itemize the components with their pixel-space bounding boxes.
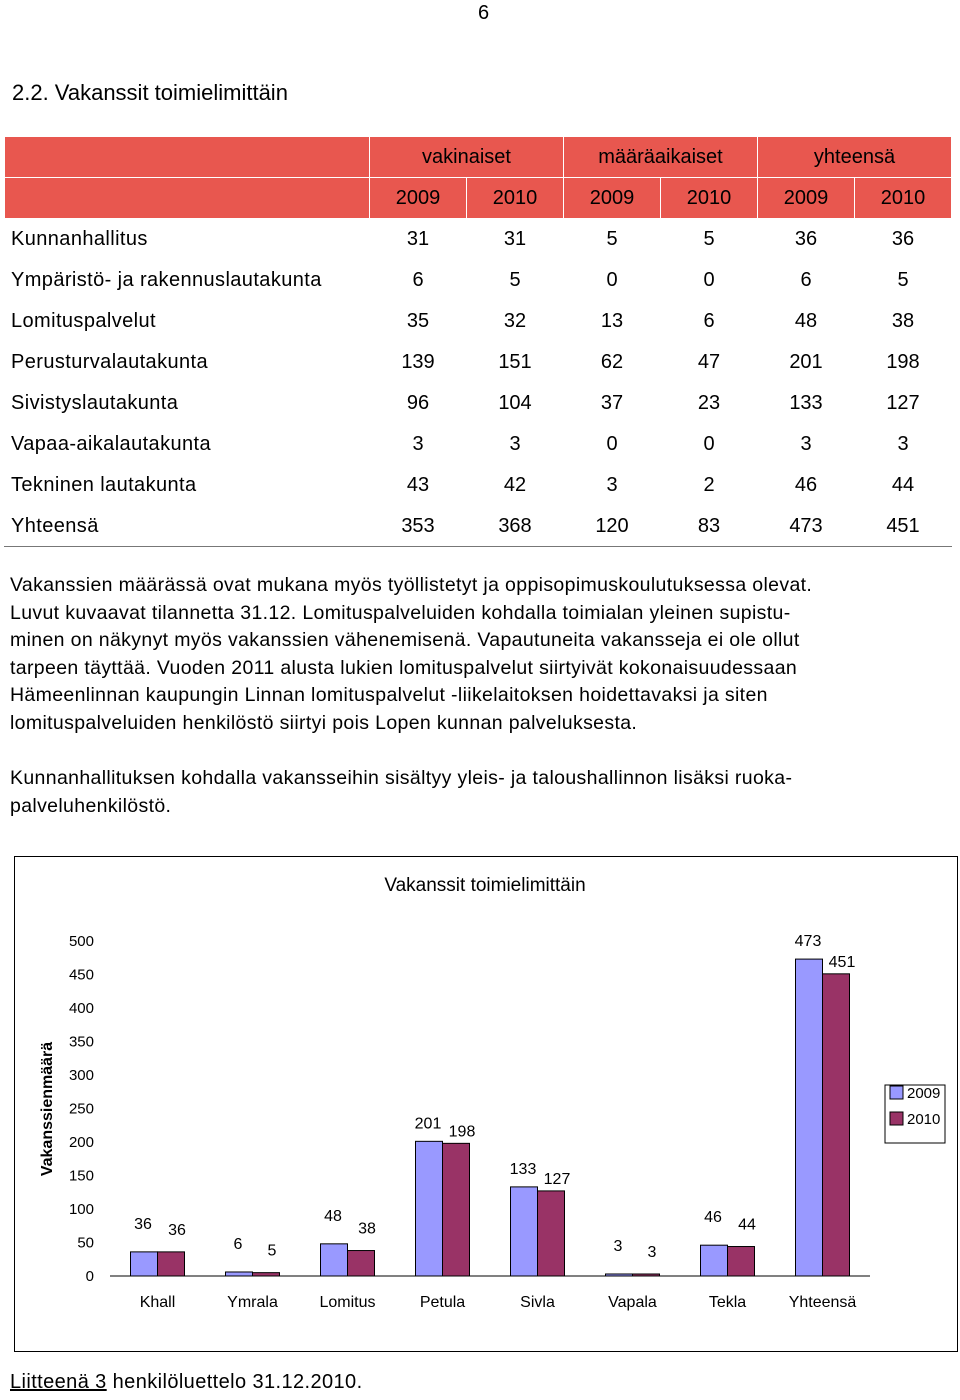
data-label: 198 [448, 1123, 476, 1141]
data-label: 5 [267, 1242, 277, 1260]
y-tick-label: 350 [68, 1033, 94, 1051]
table-cell: 133 [758, 383, 855, 424]
bar-2010 [158, 1252, 185, 1276]
chart-title: Vakanssit toimielimittäin [384, 875, 586, 896]
footer-note [10, 1371, 363, 1394]
table-cell: 35 [370, 301, 467, 342]
paragraph-line: Luvut kuvaavat tilannetta 31.12. Lomituspalveluiden kohdalla toimialan yleinen supistu- [10, 601, 791, 624]
bar-2009 [511, 1187, 538, 1276]
table-cell: 6 [758, 260, 855, 301]
table-cell: 37 [564, 383, 661, 424]
row-label: Perusturvalautakunta [5, 342, 370, 383]
table-cell: 31 [370, 219, 467, 260]
paragraph-kunnanhallitus [10, 765, 955, 820]
data-label: 36 [168, 1221, 186, 1239]
data-label: 473 [794, 933, 822, 951]
paragraph-line: lomituspalveluiden henkilöstö siirtyi pois Lopen kunnan palveluksesta. [10, 711, 638, 734]
y-tick-label: 450 [68, 966, 94, 984]
bar-2009 [321, 1244, 348, 1276]
year-header-cell: 2009 [370, 178, 467, 219]
header-empty-cell [5, 137, 370, 178]
table-cell: 5 [855, 260, 952, 301]
row-label: Tekninen lautakunta [5, 465, 370, 506]
table-row [5, 424, 952, 465]
table-row [5, 342, 952, 383]
table-cell: 96 [370, 383, 467, 424]
row-label: Vapaa-aikalautakunta [5, 424, 370, 465]
table-cell: 3 [467, 424, 564, 465]
bar-2009 [226, 1272, 253, 1276]
table-row [5, 301, 952, 342]
table-row [5, 260, 952, 301]
data-label: 38 [358, 1220, 376, 1238]
x-tick-label: Petula [419, 1294, 466, 1311]
table-cell: 43 [370, 465, 467, 506]
table-cell: 23 [661, 383, 758, 424]
year-header-cell: 2010 [855, 178, 952, 219]
y-axis-label: Vakanssienmäärä [39, 1041, 56, 1177]
table-cell: 0 [661, 424, 758, 465]
paragraph-line: Hämeenlinnan kaupungin Linnan lomituspalvelut -liikelaitoksen hoidettavaksi ja siten [10, 684, 768, 706]
y-tick-label: 300 [68, 1067, 94, 1084]
x-tick-label: Ymrala [227, 1294, 278, 1311]
y-tick-label: 250 [68, 1100, 94, 1118]
y-tick-label: 400 [68, 1000, 94, 1017]
row-label: Lomituspalvelut [5, 301, 370, 342]
header-empty-cell [5, 178, 370, 219]
table-year-header [5, 178, 952, 219]
row-label: Ympäristö- ja rakennuslautakunta [5, 260, 370, 301]
table-cell: 6 [370, 260, 467, 301]
data-label: 6 [233, 1235, 243, 1253]
table-cell: 3 [564, 465, 661, 506]
table-cell: 47 [661, 342, 758, 383]
bar-2010 [728, 1247, 755, 1276]
row-label: Yhteensä [5, 506, 370, 547]
footer-text: henkilöluettelo 31.12.2010. [106, 1371, 363, 1393]
x-tick-label: Vapala [608, 1294, 657, 1311]
x-tick-label: Sivla [520, 1294, 555, 1311]
bar-2010 [253, 1273, 280, 1276]
chart-svg [15, 857, 957, 1351]
paragraph-line: Vakanssien määrässä ovat mukana myös työllistetyt ja oppisopimuskoulutuksessa olevat. [10, 574, 813, 596]
table-cell: 2 [661, 465, 758, 506]
y-tick-label: 500 [68, 933, 94, 950]
table-cell: 83 [661, 506, 758, 547]
bar-2009 [416, 1141, 443, 1276]
table-cell: 0 [564, 260, 661, 301]
table-cell: 139 [370, 342, 467, 383]
paragraph-line: palveluhenkilöstö. [10, 794, 172, 817]
x-tick-label: Tekla [708, 1294, 747, 1311]
table-cell: 127 [855, 383, 952, 424]
table-cell: 3 [855, 424, 952, 465]
bar-2009 [796, 959, 823, 1276]
table-cell: 473 [758, 506, 855, 547]
data-label: 44 [738, 1216, 756, 1234]
bar-2010 [538, 1191, 565, 1276]
table-cell: 3 [370, 424, 467, 465]
paragraph-line: tarpeen täyttää. Vuoden 2011 alusta lukien lomituspalvelut siirtyivät kokonaisuudessaan [10, 656, 798, 679]
legend-label: 2009 [907, 1085, 941, 1102]
y-tick-label: 100 [68, 1201, 94, 1218]
table-cell: 120 [564, 506, 661, 547]
table-cell: 368 [467, 506, 564, 547]
table-cell: 104 [467, 383, 564, 424]
table-group-header [5, 137, 952, 178]
paragraph-line: Kunnanhallituksen kohdalla vakansseihin sisältyy yleis- ja taloushallinnon lisäksi ruoka- [10, 767, 793, 789]
data-label: 127 [543, 1170, 571, 1188]
data-label: 48 [324, 1207, 342, 1225]
table-row [5, 506, 952, 547]
bar-2009 [701, 1245, 728, 1276]
y-tick-label: 150 [68, 1167, 94, 1185]
legend-label: 2010 [907, 1111, 941, 1128]
year-header-cell: 2010 [467, 178, 564, 219]
table-cell: 36 [758, 219, 855, 260]
data-label: 3 [613, 1237, 623, 1255]
table-cell: 46 [758, 465, 855, 506]
bar-2010 [823, 974, 850, 1276]
group-header-cell: vakinaiset [370, 137, 564, 178]
data-label: 46 [704, 1209, 722, 1227]
page-number: 6 [478, 2, 490, 24]
bar-2010 [443, 1143, 470, 1276]
table-row [5, 465, 952, 506]
table-cell: 5 [661, 219, 758, 260]
table-cell: 3 [758, 424, 855, 465]
vacancy-chart [14, 856, 958, 1352]
table-cell: 32 [467, 301, 564, 342]
bar-2010 [633, 1274, 660, 1276]
table-cell: 44 [855, 465, 952, 506]
year-header-cell: 2009 [564, 178, 661, 219]
data-label: 3 [647, 1243, 657, 1261]
x-tick-label: Lomitus [319, 1294, 376, 1311]
data-label: 36 [134, 1215, 152, 1233]
x-tick-label: Khall [139, 1294, 176, 1311]
table-cell: 36 [855, 219, 952, 260]
y-tick-label: 50 [77, 1234, 94, 1252]
table-cell: 13 [564, 301, 661, 342]
y-tick-label: 0 [85, 1268, 94, 1285]
attachment-link[interactable]: Liitteenä 3 [10, 1371, 107, 1393]
table-cell: 6 [661, 301, 758, 342]
bar-2009 [606, 1274, 633, 1276]
x-tick-label: Yhteensä [788, 1294, 857, 1311]
table-cell: 353 [370, 506, 467, 547]
table-cell: 48 [758, 301, 855, 342]
row-label: Kunnanhallitus [5, 219, 370, 260]
group-header-cell: yhteensä [758, 137, 952, 178]
year-header-cell: 2010 [661, 178, 758, 219]
table-cell: 38 [855, 301, 952, 342]
bar-2009 [131, 1252, 158, 1276]
data-label: 133 [509, 1160, 537, 1178]
table-cell: 5 [564, 219, 661, 260]
legend-swatch-2009 [890, 1086, 903, 1099]
table-cell: 0 [564, 424, 661, 465]
table-cell: 151 [467, 342, 564, 383]
group-header-cell: määräaikaiset [564, 137, 758, 178]
table-row [5, 383, 952, 424]
bar-2010 [348, 1251, 375, 1276]
table-cell: 62 [564, 342, 661, 383]
paragraph-vacancies [10, 572, 955, 737]
legend-swatch-2010 [890, 1112, 903, 1125]
data-label: 451 [828, 953, 856, 971]
section-heading: 2.2. Vakanssit toimielimittäin [12, 80, 288, 105]
table-cell: 31 [467, 219, 564, 260]
table-cell: 201 [758, 342, 855, 383]
year-header-cell: 2009 [758, 178, 855, 219]
table-row [5, 219, 952, 260]
paragraph-line: minen on näkynyt myös vakanssien vähenemisenä. Vapautuneita vakansseja ei ole ollut [10, 629, 800, 651]
table-cell: 451 [855, 506, 952, 547]
table-cell: 0 [661, 260, 758, 301]
row-label: Sivistyslautakunta [5, 383, 370, 424]
table-cell: 198 [855, 342, 952, 383]
y-tick-label: 200 [68, 1134, 94, 1151]
table-cell: 5 [467, 260, 564, 301]
table-cell: 42 [467, 465, 564, 506]
vacancy-table [4, 136, 952, 547]
data-label: 201 [414, 1115, 442, 1133]
